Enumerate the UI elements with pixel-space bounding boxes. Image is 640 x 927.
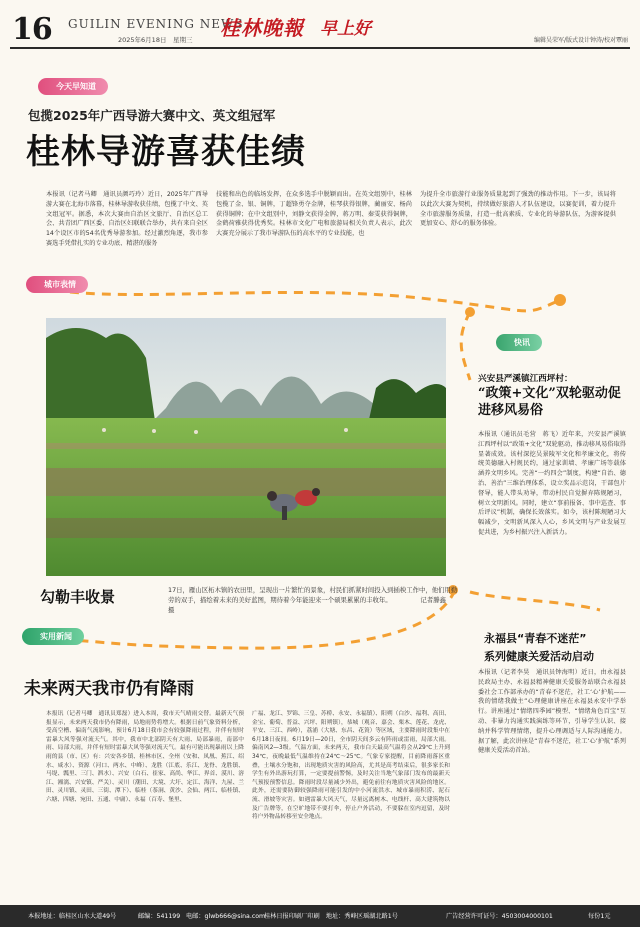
brand-english: GUILIN EVENING NEWS <box>68 17 244 31</box>
page-number: 16 <box>12 12 52 47</box>
side1-kicker: 兴安县严溪镇江西坪村： <box>478 374 573 384</box>
footer-postcode: 邮编：541199 <box>138 913 181 920</box>
side2-body: 本报讯（记者李昊 通讯员钟海明）近日，由永福县民政局主办、永福县精神健康关爱服务站联合永福县委社会工作部承办的“青春不迷茫，社工‘心’护航——我的情绪我做主”心理健康讲座在永福县永安中学举行。讲座通过“情绪四季园”模型、“情绪角色百宝”互动、非暴力沟通实践演练等环节，引导学生认识、接纳并科学管理情绪，提升心理调适与人际沟通能力。据了解，此次讲座是“青春不迷茫，社工‘心’护航”系列健康关爱活动首站。 <box>478 669 626 755</box>
section-tag-city: 城市表情 <box>26 276 88 293</box>
lead-column-1: 本报讯（记者马卿 通讯员颜巧玲）近日，2025年广西导游大赛在北海市落幕，桂林导游收获佳绩，包揽了中文、英文组冠军。据悉，本次大赛由自治区文旅厅、自治区总工会、共青团广西区委、自治区妇联联合举办，共有来自全区14个设区市的54名优秀导游参加。经过激烈角逐，我市参赛选手凭借扎实的专业功底、精湛的服务 <box>46 191 208 247</box>
side2-kicker: 永福县“青春不迷茫” <box>484 632 587 645</box>
photo-caption: 17日，雁山区柘木镇的农田里，呈现出一片繁忙的景象，村民们抓紧时间投入到插秧工作中，他们用勤劳的双手，描绘着未来的美好蓝图，期待着今年能迎来一个硕果累累的丰收年。 记者滕鑫 摄 <box>168 586 458 614</box>
weather-headline: 未来两天我市仍有降雨 <box>24 679 194 699</box>
side1-headline: “政策+文化”双轮驱动促进移风易俗 <box>478 386 621 418</box>
weather-column-2: 广福、龙江、罗锦、三皇、苏桥、永安、永福镇）、阳朔（白沙、福利、高田、金宝、葡萄、普益、兴坪、阳朔镇），恭城（观音、嘉会、栗木、莲花、龙虎、平安、三江、西岭），荔浦（大塘、东昌、花篢）等区域，主要降雨时段集中在6月18日夜间。6月19日—20日，全市阴天间多云有阵雨或雷雨，局部大雨。偏南风2—3级。气温方面，未来两天，我市白天最高气温将会从29℃上升到34℃，夜晚最低气温维持在24℃～25℃。气象专家提醒，目前降雨落区重叠，土壤水分饱和，出现地质灾害的风险高，尤其是高考结束后，很多家长和学生有外出游玩打算，一定要提前警惕，及时关注当地气象部门发布的最新天气预报预警信息。降雨时段尽量减少外出，避免前往有地质灾害风险的地区。此外，还需要防御较强降雨可能引发的中小河流洪水、城市暴雨积涝、泥石流、滑坡等灾害。如遇雷暴大风天气，尽量远离树木、电线杆、高大建筑物以及广告牌等，在空旷地带不要打伞，停止户外活动，不要躲在室内逗留，及时将户外物品转移至安全地点。 <box>252 711 450 821</box>
footer-printer: 桂林日报印刷厂印刷 地址：秀峰区瑶湖北路1号 <box>264 913 398 920</box>
lead-headline: 桂林导游喜获佳绩 <box>26 132 306 172</box>
section-tag-express: 快讯 <box>496 334 542 351</box>
footer-bar <box>0 905 640 927</box>
footer-address: 本报地址：临桂区山水大道49号 <box>28 913 117 920</box>
weather-column-1: 本报讯（记者马卿 通讯员郑磊）进入本周，我市天气晴雨交替。最新天气预报显示，未来两天我市仍有降雨，局地雨势将增大。根据日前气象资料分析，受高空槽、偏南气流影响，预计6月18日我市会有较强降雨过程，并伴有短时雷暴大风等强对流天气。其中，我市中北部阴天有大雨、局部暴雨，南部中雨、局部大雨，并伴有短时雷暴大风等强对流天气。最有可能出现暴雨以上降雨的县（市、区）有：兴安各乡镇、桂林市区、全州（安和、凤凰、蕉江、绍水、咸水）、资源（河口、两水、中峰）、龙胜（江底、乐江、龙脊、龙胜镇、马堤、瓢里、三门、泗水）、兴安（白石、崔家、高尚、华江、界首、漠川、溶江、湘漓、兴安镇、严关）、灵川（潮田、大境、大圩、定江、海洋、九屋、兰田、灵川镇、灵田、三街、潭下）、临桂（茶洞、黄沙、会仙、两江、临桂镇、六塘、四塘、宛田、五通、中庸）、永福（百寿、堡里、 <box>46 711 244 803</box>
editor-credits: 编辑吴荣军/版式设计钟涛/校对覃丽 <box>533 37 628 44</box>
footer-license: 广告经营许可证号：4503004000101 <box>446 913 553 920</box>
brand-subtitle: 早上好 <box>320 19 371 39</box>
lead-column-3: 为提升全市旅游行业服务质量起到了强劲的推动作用。下一步，该局将以此次大赛为契机，持续做好旅游人才队伍建设，以赛促训，着力提升全市旅游服务质量，打造一批高素质、专业化的导游队伍，为游客提供更加安心、舒心的服务体验。 <box>420 191 616 228</box>
issue-date: 2025年6月18日 星期三 <box>118 36 193 44</box>
side1-body: 本报讯（通讯员毛营 蒋飞）近年来，兴安县严溪镇江西坪村以“政策+文化”双轮驱动，推动移风易俗取得显著成效。该村深挖吴景陵军文化和孝廉文化，将传统美德融入村规民约，通过家训墙、孝廉广场等载体涵养文明乡风。完善“一约四会”制度，构建“自治、德治、善治”三维治理体系，设立奖品示范岗，干部包片督导，能人带头劝导，带动村民自觉摒弃陈规陋习，树立文明新风。同时，建立“事前报备、事中巡查、事后评议”机制，确保长效落实。如今，该村陈规陋习大幅减少，文明新风深入人心，乡风文明与产业发展互促共进，为乡村振兴注入新活力。 <box>478 431 626 536</box>
footer-price: 每份1元 <box>588 913 611 920</box>
farm-photo <box>46 318 446 576</box>
section-tag-today: 今天早知道 <box>38 78 108 95</box>
lead-column-2: 技能和出色的临场发挥，在众多选手中脱颖而出。在英文组别中，桂林包揽了金、银、铜牌，丁超锋勇夺金牌，桂琴获得银牌，蔺丽安、杨尚获得铜牌；在中文组别中，刘静文获得金牌，蒋万明、秦雯获得铜牌，金鹤荷雅获得优秀奖。桂林市文化广电和旅游局相关负责人表示，此次大赛充分展示了我市导游队伍的高水平的专业技能，也 <box>216 191 412 238</box>
section-tag-news: 实用新闻 <box>22 628 84 645</box>
photo-title: 勾勒丰收景 <box>40 588 116 606</box>
footer-email: 电邮：glwb666@sina.com <box>186 913 266 920</box>
side2-headline: 系列健康关爱活动启动 <box>484 650 594 663</box>
lead-kicker: 包揽2025年广西导游大赛中文、英文组冠军 <box>28 108 276 123</box>
dot-marker <box>554 294 566 306</box>
brand-logo-chinese: 桂林晚報 <box>220 16 304 40</box>
